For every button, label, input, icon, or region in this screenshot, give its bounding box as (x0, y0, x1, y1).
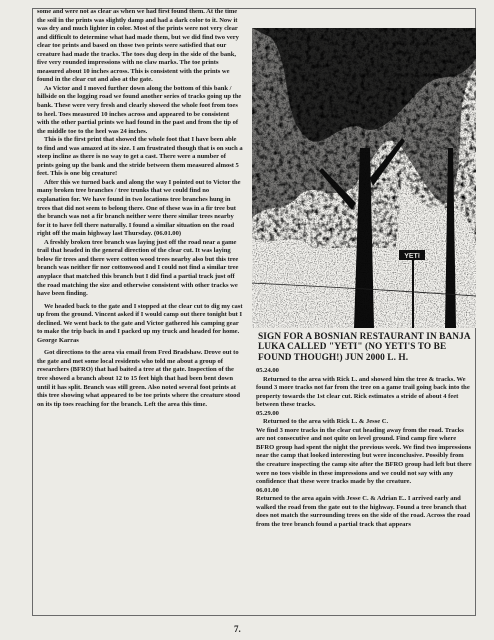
paragraph: A freshly broken tree branch was laying just off the road near a game trail that headed in the general direction of the clear cut. It was laying below fir trees and there were cotton wood trees nearby also but this tree branch was neither fir nor cottonwood and I could not find a similar tree anyplace that matched this branch but I did find a partial track just off the road matching the size and otherwise consistent with other tracks we have been finding. (37, 238, 239, 298)
paragraph: We find 3 more tracks in the clear cut heading away from the road. Tracks are not consecutive and not quite on level ground. Find camp fire where BFRO group had spent the night the previous week. We find two impressions near the camp that looked interesting but were inconclusive. Possibly from the creature inspecting the camp site after the BFRO group had left but there were no toes visible in these impressions and we could not say with any confidence that these were tracks made by the creature. (256, 426, 472, 486)
left-text-column (37, 8, 243, 620)
paragraph: We headed back to the gate and I stopped at the clear cut to dig my cast up from the ground. Vincent asked if I would camp out there tonight but I declined. We went back to the gate and Victor gathered his camping gear to make the trip back in and I packed up my truck and headed for home. (37, 302, 243, 336)
paragraph: Returned to the area again with Jesse C. & Adrian E.. I arrived early and walked the road from the gate out to the highway. Found a tree branch that does not match the surrounding trees on the side of the road. Across the road from the tree branch found a partial track that appears (256, 495, 471, 528)
paragraph: some and were not as clear as when we had first found them. At the time the soil in the prints was slightly damp and had a dark color to it. Now it was dry and much lighter in color. Most of the prints were not very clear and difficult to determine what had made them, but we did find two very clear toe prints and based on those two prints were satisfied that our creature had made the tracks. The toes dug deep in the side of the bank, five very rounded impressions with no claw marks. The toe prints measured about 10 inches across. This is consistent with the prints we found in the clear cut and also at the gate. (37, 8, 239, 84)
page-number: 7. (234, 624, 241, 634)
photo-caption: SIGN FOR A BOSNIAN RESTAURANT IN BANJA LUKA CALLED "YETI" (NO YETI'S TO BE FOUND THOUGH!) JUN 2000 L. H. (258, 332, 471, 363)
right-text-column (256, 367, 472, 622)
restaurant-sign-photo (252, 28, 476, 328)
right-column (252, 8, 474, 620)
paragraph: 06.01.00 (256, 486, 279, 494)
paragraph: After this we turned back and along the way I pointed out to Victor the many broken tree branches / tree trunks that we could find no explanation for. We have found in two locations tree branches hung in trees that did not seem to belong there. One of these was in a fir tree but the branch was not a fir branch neither were there similar trees nearby for it to have fell there naturally. I found a similar situation on the road right off the main highway last Thursday. (06.01.00) (37, 178, 241, 238)
paragraph: 05.29.00 (256, 409, 279, 417)
paragraph: Returned to the area with Rick L. & Jesse C. (263, 418, 389, 426)
paragraph: Returned to the area with Rick L. and showed him the tree & tracks. We found 3 more tracks not far from the tree on a game trail going back into the property towards the 1st clear cut. Rick estimates a stride of about 4 feet between these tracks. (256, 375, 470, 409)
paragraph: As Victor and I moved further down along the bottom of this bank / hillside on the logging road we found another series of tracks going up the bank. These were very fresh and clearly showed the whole foot from toes to heel. Toes measured 10 inches across and appeared to be consistent with the other partial prints we had found in the past and from the tip of the middle toe to the heel was 24 inches. (37, 84, 242, 135)
paragraph: This is the first print that showed the whole foot that I have been able to find and was amazed at its size. I am frustrated though that is on such a steep incline as there is no way to get a cast. There were a number of prints going up the bank and the stride between them measured almost 5 feet. This is one big creature! (37, 136, 243, 178)
paragraph: Got directions to the area via email from Fred Bradshaw. Drove out to the gate and met some local residents who told me about a group of researchers (BFRO) that had baited a tree at the gate. Inspection of the tree showed a branch about 12 to 15 feet high that had been bent down until it has split. Branch was still green. Also noted several foot prints at this tree showing what appeared to be toe prints where the creature stood on its tip toes reaching for the branch. Left the area this time. (37, 349, 241, 408)
paragraph: George Karras (37, 336, 79, 344)
paragraph: 05.24.00 (256, 367, 279, 374)
